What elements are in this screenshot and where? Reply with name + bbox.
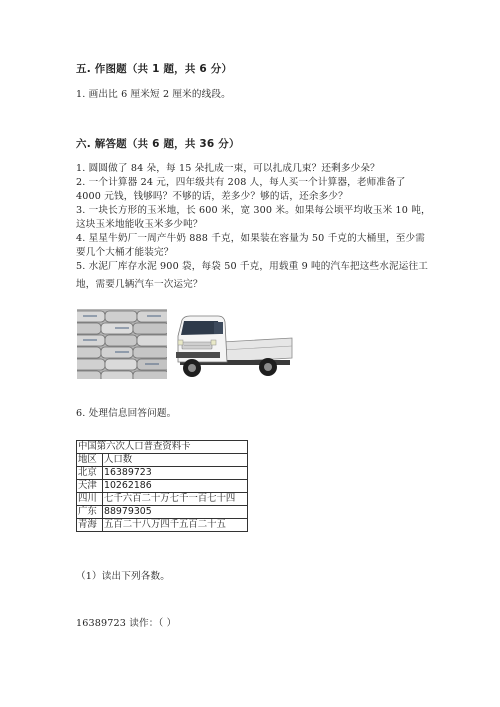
region-cell: 广东 xyxy=(77,506,103,519)
header-value: 人口数 xyxy=(103,454,248,467)
region-cell: 北京 xyxy=(77,467,103,480)
section-5-title: 五. 作图题（共 1 题，共 6 分） xyxy=(76,63,233,75)
section-6-line: 4. 星星牛奶厂一周产牛奶 888 千克，如果装在容量为 50 千克的大桶里，至少需 xyxy=(76,233,426,244)
population-cell: 五百二十八万四千五百二十五 xyxy=(103,519,248,532)
section-6-line: 4000 元钱，钱够吗？不够的话，差多少？够的话，还余多少？ xyxy=(76,191,348,202)
region-cell: 四川 xyxy=(77,493,103,506)
header-region: 地区 xyxy=(77,454,103,467)
read-answer-line: 16389723 读作：（ ） xyxy=(76,618,177,629)
section-5-question-1: 1. 画出比 6 厘米短 2 厘米的线段。 xyxy=(76,89,231,100)
section-6-line: 1. 圆圆做了 84 朵，每 15 朵扎成一束，可以扎成几束？还剩多少朵？ xyxy=(76,163,380,174)
census-info-card xyxy=(76,440,248,532)
cement-bags-photo xyxy=(77,309,167,379)
population-cell: 10262186 xyxy=(103,480,248,493)
section-6-line: 这块玉米地能收玉米多少吨？ xyxy=(76,219,203,230)
question-6: 6. 处理信息回答问题。 xyxy=(76,408,177,419)
question-5-continuation: 地，需要几辆汽车一次运完？ xyxy=(76,279,203,290)
truck-image xyxy=(172,312,294,380)
table-row xyxy=(77,480,248,493)
section-6-line: 5. 水泥厂库存水泥 900 袋，每袋 50 千克，用载重 9 吨的汽车把这些水泥运往工 xyxy=(76,261,428,272)
population-cell: 七千六百二十万七千一百七十四 xyxy=(103,493,248,506)
table-row xyxy=(77,467,248,480)
section-6-title: 六. 解答题（共 6 题，共 36 分） xyxy=(76,138,240,150)
table-row xyxy=(77,519,248,532)
region-cell: 青海 xyxy=(77,519,103,532)
section-6-line: 2. 一个计算器 24 元，四年级共有 208 人，每人买一个计算器，老师准备了 xyxy=(76,177,406,188)
section-6-line: 3. 一块长方形的玉米地，长 600 米，宽 300 米。如果每公顷平均收玉米 10 吨， xyxy=(76,205,431,216)
population-cell: 88979305 xyxy=(103,506,248,519)
region-cell: 天津 xyxy=(77,480,103,493)
table-row xyxy=(77,493,248,506)
sub-question-1: （1）读出下列各数。 xyxy=(76,571,170,582)
section-6-line: 要几个大桶才能装完？ xyxy=(76,247,174,258)
table-row xyxy=(77,506,248,519)
truck-photo xyxy=(172,312,294,380)
card-title: 中国第六次人口普查资料卡 xyxy=(77,441,248,454)
cement-bags-image xyxy=(77,309,167,379)
population-cell: 16389723 xyxy=(103,467,248,480)
